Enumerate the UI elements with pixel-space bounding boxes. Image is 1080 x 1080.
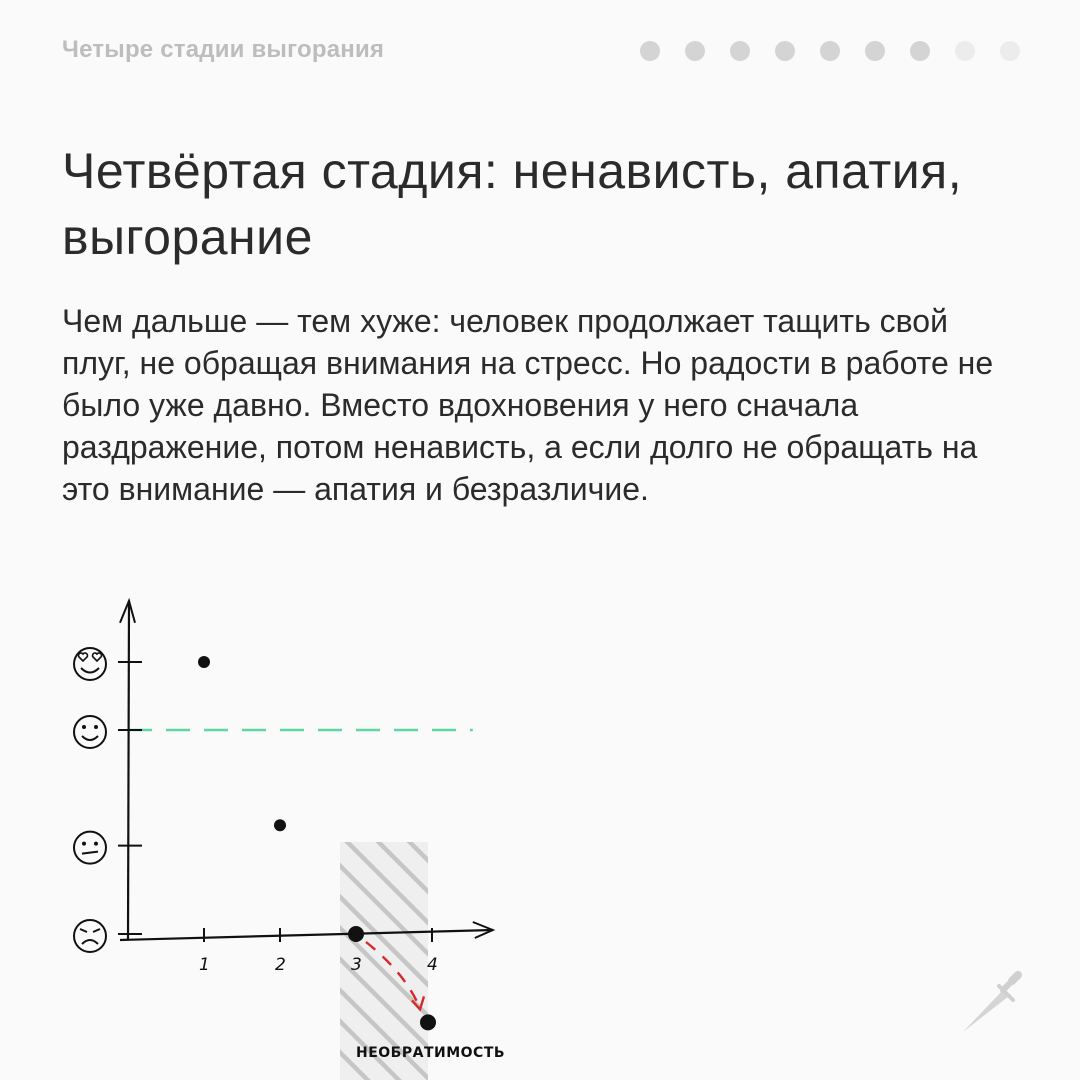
smiling-face-icon (74, 716, 106, 748)
face-eye (94, 725, 98, 729)
y-axis-arrow (120, 601, 135, 623)
data-point (198, 656, 210, 668)
x-tick-label: 2 (275, 955, 286, 975)
face-mouth (81, 668, 99, 673)
data-point (274, 819, 286, 831)
face-eye (94, 842, 98, 846)
x-tick-label: 1 (199, 955, 210, 975)
body-text: Чем дальше — тем хуже: человек продолжает тащить свой плуг, не обращая внимания на стресс. Но радости в работе не было уже давно. Вместо вдохновения у него сначала раздражение, потом ненависть, а если долго не обращать на это внимание — апатия и безразличие. (62, 303, 994, 507)
face-heart-eye (93, 653, 102, 661)
face-heart-eye (79, 653, 88, 661)
heart-eyes-face-icon (74, 648, 106, 680)
irreversibility-label: НЕОБРАТИМОСТЬ (356, 1045, 506, 1061)
face-mouth (82, 736, 98, 740)
face-eye (82, 725, 86, 729)
face-eye (82, 842, 86, 846)
x-tick-label: 3 (351, 955, 362, 975)
face-mouth (82, 940, 98, 944)
x-tick-label: 4 (427, 955, 438, 975)
data-point (420, 1014, 436, 1030)
face-mouth (82, 852, 98, 854)
y-axis (128, 601, 129, 940)
distressed-face-icon (74, 920, 106, 952)
face-eyes (80, 929, 100, 932)
headline: Четвёртая стадия: ненависть, апатия, выгорание (62, 143, 963, 265)
series-title: Четыре стадии выгорания (62, 36, 385, 63)
x-axis (120, 930, 493, 940)
knife-icon (955, 970, 1025, 1040)
data-point (348, 926, 364, 942)
neutral-face-icon (74, 832, 106, 864)
